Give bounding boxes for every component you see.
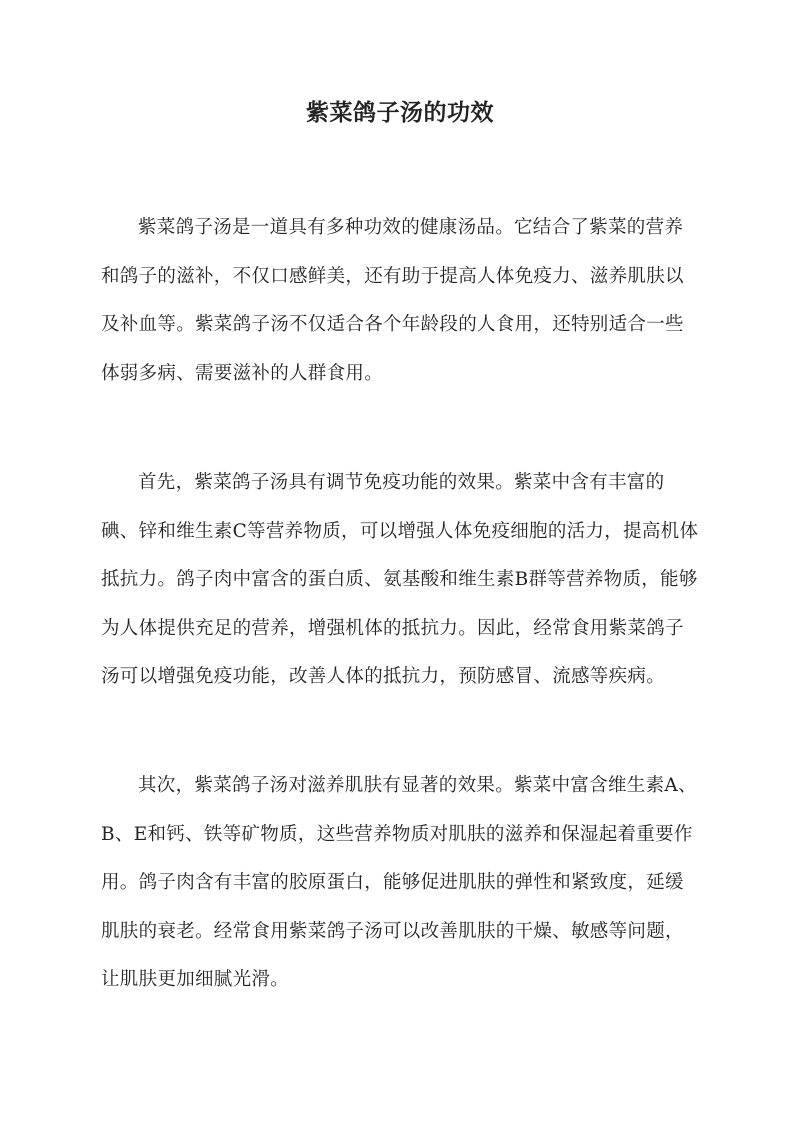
page-title: 紫菜鸽子汤的功效 xyxy=(306,99,494,126)
paragraph-skin: 其次，紫菜鸽子汤对滋养肌肤有显著的效果。紫菜中富含维生素A、B、E和钙、铁等矿物质，这些营养物质对肌肤的滋养和保湿起着重要作用。鸽子肉含有丰富的胶原蛋白，能够促进肌肤的弹性和紧致度，延缓肌肤的衰老。经常食用紫菜鸽子汤可以改善肌肤的干燥、敏感等问题，让肌肤更加细腻光滑。 xyxy=(101,775,697,990)
paragraph-intro: 紫菜鸽子汤是一道具有多种功效的健康汤品。它结合了紫菜的营养和鸽子的滋补，不仅口感鲜美，还有助于提高人体免疫力、滋养肌肤以及补血等。紫菜鸽子汤不仅适合各个年龄段的人食用，还特别适合一些体弱多病、需要滋补的人群食用。 xyxy=(101,217,684,384)
paragraph-immunity: 首先，紫菜鸽子汤具有调节免疫功能的效果。紫菜中含有丰富的碘、锌和维生素C等营养物质，可以增强人体免疫细胞的活力，提高机体抵抗力。鸽子肉中富含的蛋白质、氨基酸和维生素B群等营养物质，能够为人体提供充足的营养，增强机体的抵抗力。因此，经常食用紫菜鸽子汤可以增强免疫功能，改善人体的抵抗力，预防感冒、流感等疾病。 xyxy=(101,472,699,687)
